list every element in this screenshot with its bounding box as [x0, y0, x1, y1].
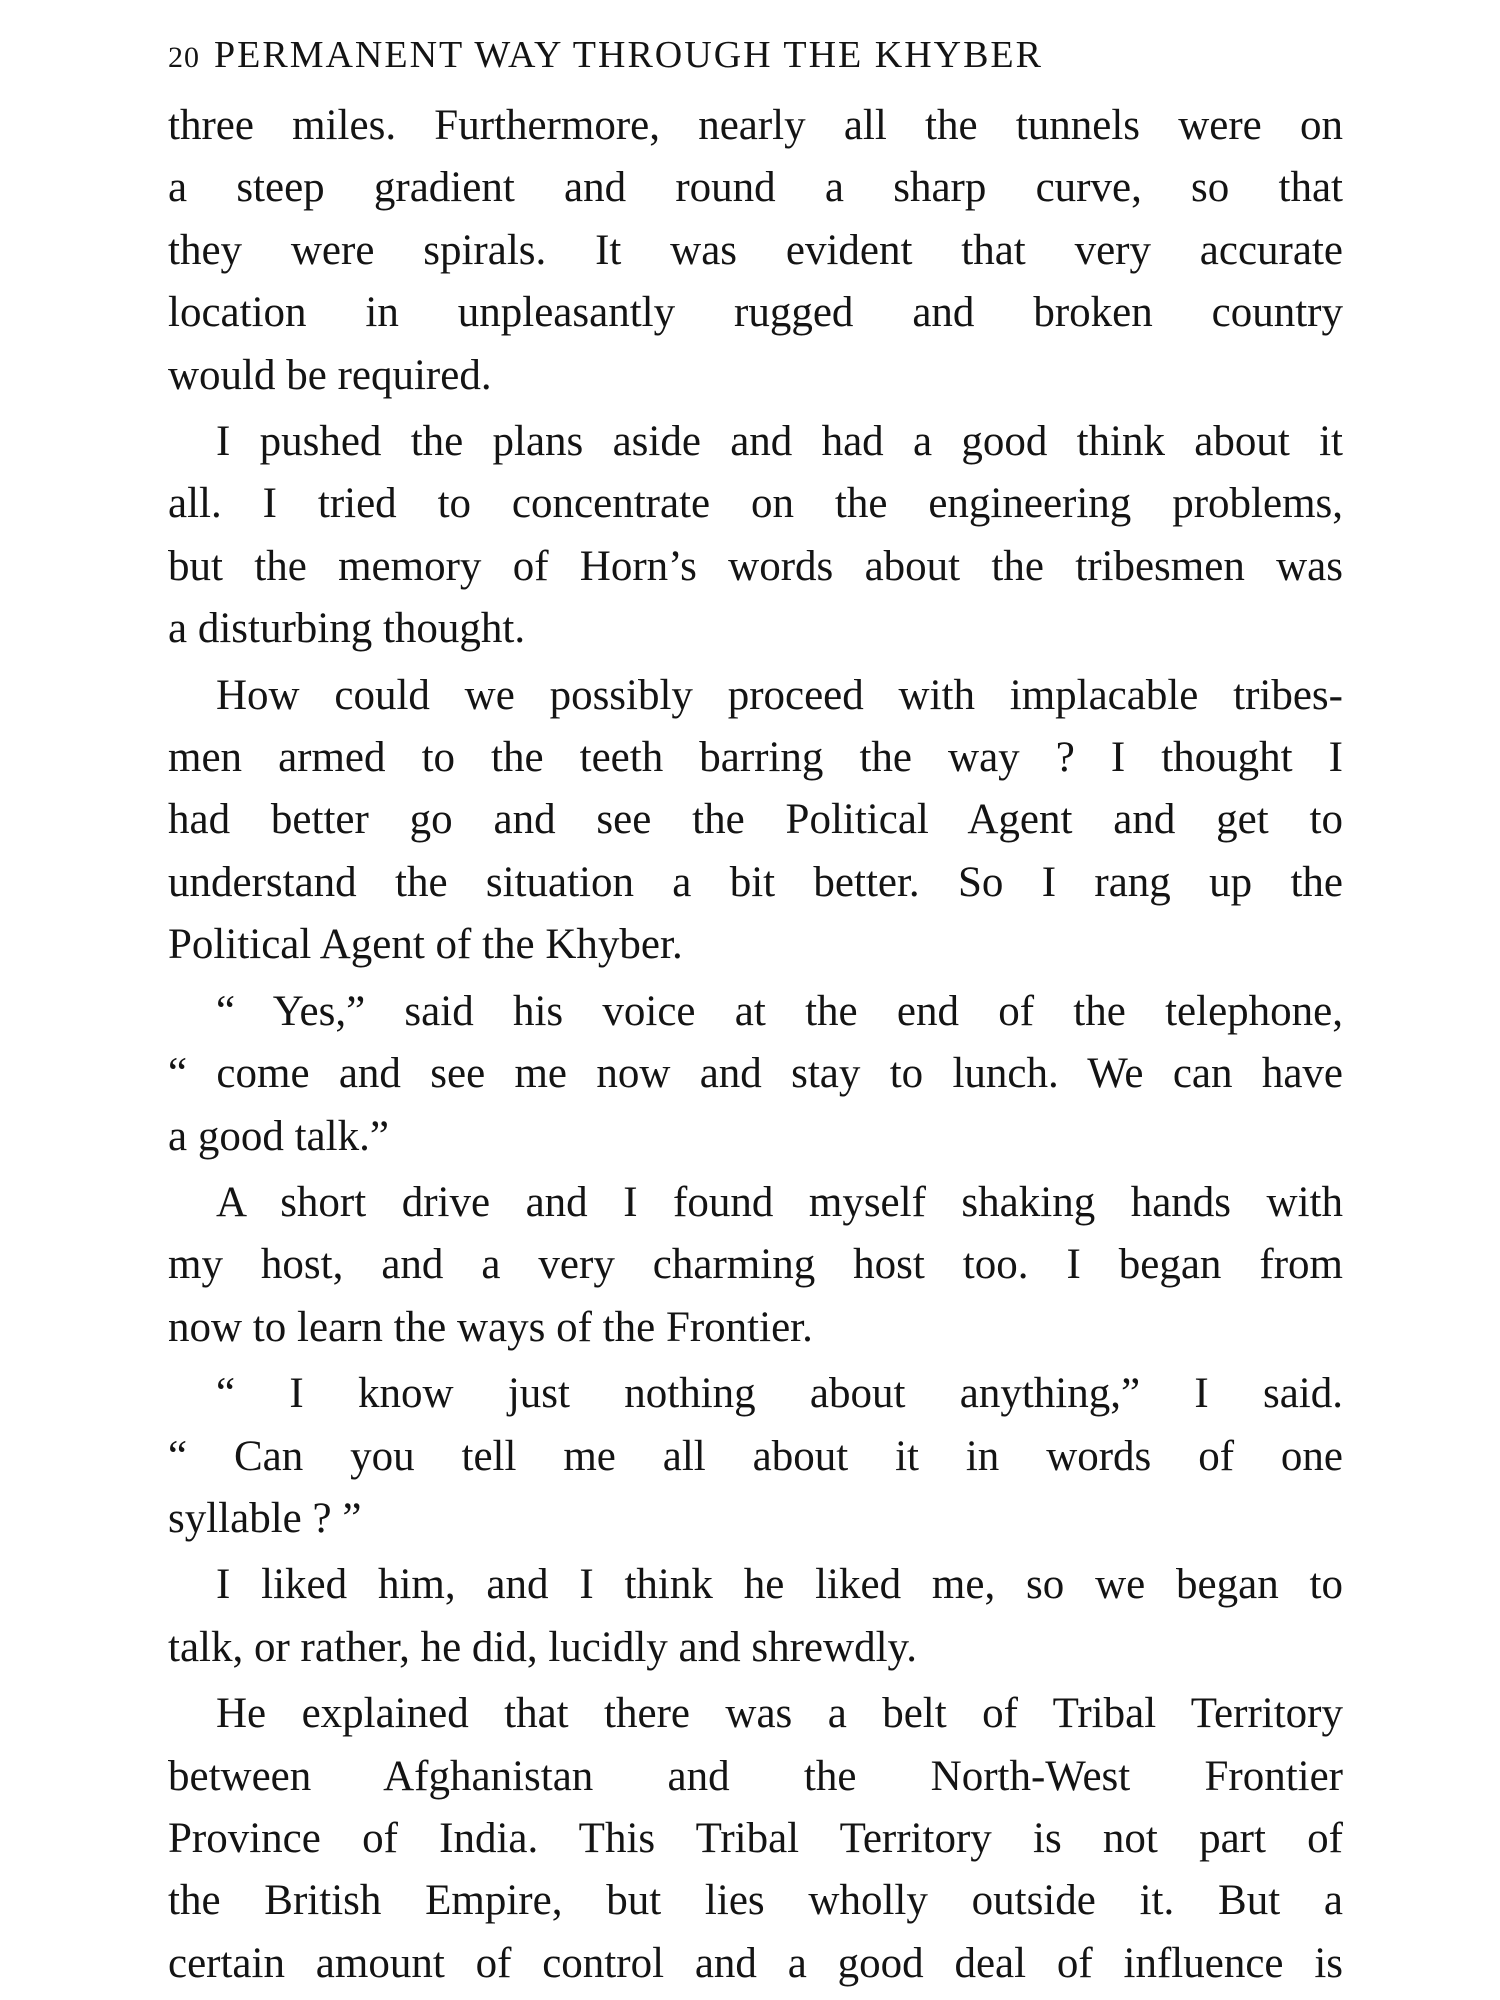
text-line: would be required. — [168, 351, 492, 399]
paragraph — [168, 1172, 1343, 1359]
text-line: I pushed the plans aside and had a good think about it — [216, 418, 1343, 466]
text-line: location in unpleasantly rugged and broken country — [168, 289, 1343, 337]
text-line: certain amount of control and a good deal of influence is — [168, 1939, 1343, 1987]
text-line: understand the situation a bit better. So I rang up the — [168, 858, 1343, 906]
text-line: had better go and see the Political Agent and get to — [168, 796, 1343, 844]
text-line: “ I know just nothing about anything,” I said. — [216, 1370, 1343, 1418]
running-title: PERMANENT WAY THROUGH THE KHYBER — [214, 34, 1043, 76]
text-line: three miles. Furthermore, nearly all the tunnels were on — [168, 102, 1343, 149]
text-line: now to learn the ways of the Frontier. — [168, 1303, 813, 1351]
text-line: between Afghanistan and the North-West Frontier — [168, 1752, 1343, 1800]
book-page — [168, 30, 1343, 1999]
paragraph — [168, 665, 1343, 977]
text-line: my host, and a very charming host too. I began from — [168, 1241, 1343, 1289]
text-line: A short drive and I found myself shaking hands with — [216, 1178, 1343, 1226]
text-line: a steep gradient and round a sharp curve, so that — [168, 164, 1343, 212]
text-line: “ come and see me now and stay to lunch. We can have — [168, 1050, 1343, 1098]
running-head — [168, 30, 1343, 83]
text-line: a disturbing thought. — [168, 605, 526, 653]
text-line: How could we possibly proceed with implacable tribes- — [216, 671, 1343, 719]
text-line: men armed to the teeth barring the way ? I thought I — [168, 734, 1343, 782]
paragraph — [168, 411, 1343, 661]
text-line: syllable ? ” — [168, 1494, 362, 1542]
text-line: talk, or rather, he did, lucidly and shrewdly. — [168, 1623, 917, 1671]
text-line: “ Can you tell me all about it in words of one — [168, 1432, 1343, 1480]
text-line: Province of India. This Tribal Territory is not part of — [168, 1814, 1343, 1862]
paragraph — [168, 1554, 1343, 1679]
text-line: He explained that there was a belt of Tribal Territory — [216, 1690, 1343, 1738]
text-line: they were spirals. It was evident that very accurate — [168, 226, 1343, 274]
text-line: all. I tried to concentrate on the engineering problems, — [168, 480, 1343, 528]
text-line: the British Empire, but lies wholly outside it. But a — [168, 1877, 1343, 1925]
paragraph — [168, 1363, 1343, 1550]
text-line: but the memory of Horn’s words about the tribesmen was — [168, 542, 1343, 590]
text-line: “ Yes,” said his voice at the end of the telephone, — [216, 987, 1343, 1035]
paragraph — [168, 981, 1343, 1168]
page-number: 20 — [168, 41, 200, 74]
paragraph — [168, 95, 1343, 407]
text-line: I liked him, and I think he liked me, so we began to — [216, 1561, 1343, 1609]
text-line: a good talk.” — [168, 1112, 389, 1160]
paragraph — [168, 1683, 1343, 1995]
text-line: Political Agent of the Khyber. — [168, 921, 683, 969]
